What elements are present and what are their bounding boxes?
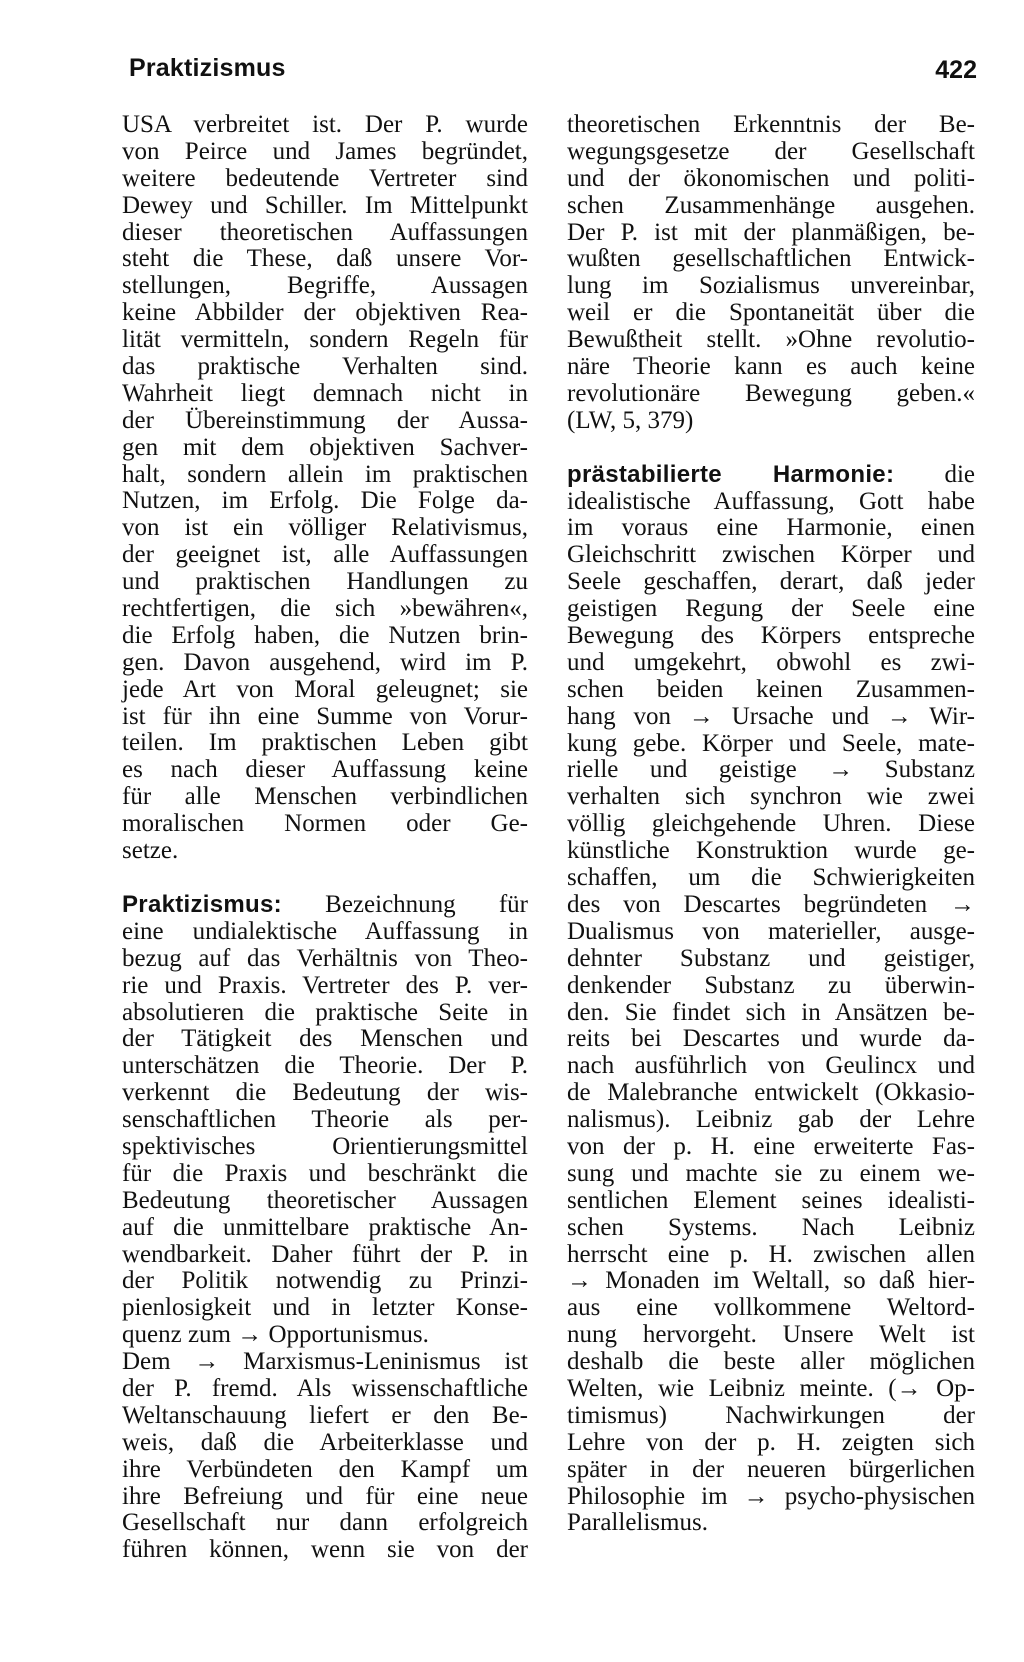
text-line: gen. Davon ausgehend, wird im P. bbox=[122, 648, 528, 676]
text-line: nach ausführlich von Geulincx und bbox=[567, 1052, 975, 1080]
text-line: wegungsgesetze der Gesellschaft bbox=[567, 137, 975, 165]
left-column bbox=[122, 112, 528, 1564]
text-line: Dem → Marxismus-Leninismus ist bbox=[122, 1348, 528, 1376]
text-line: nung hervorgeht. Unsere Welt ist bbox=[567, 1321, 975, 1349]
text-line: teilen. Im praktischen Leben gibt bbox=[122, 729, 528, 757]
paragraph-gap bbox=[567, 435, 975, 462]
entry-headword: Praktizismus: bbox=[122, 890, 282, 918]
text-line: und umgekehrt, obwohl es zwi- bbox=[567, 648, 975, 676]
text-line: Wahrheit liegt demnach nicht in bbox=[122, 379, 528, 407]
text-line: kung gebe. Körper und Seele, mate- bbox=[567, 729, 975, 757]
text-line: gen mit dem objektiven Sachver- bbox=[122, 433, 528, 461]
text-line: setze. bbox=[122, 837, 179, 865]
right-column bbox=[567, 112, 975, 1537]
text-line: lität vermitteln, sondern Regeln für bbox=[122, 326, 528, 354]
text-line: Parallelismus. bbox=[567, 1509, 708, 1537]
text-line: künstliche Konstruktion wurde ge- bbox=[567, 837, 975, 865]
text-line: senschaftlichen Theorie als per- bbox=[122, 1106, 528, 1134]
page-number: 422 bbox=[935, 56, 977, 84]
text-line: sentlichen Element seines idealisti- bbox=[567, 1186, 975, 1214]
text-line: Bedeutung theoretischer Aussagen bbox=[122, 1186, 528, 1214]
text-line: ihre Verbündeten den Kampf um bbox=[122, 1455, 528, 1483]
entry-first-line bbox=[567, 462, 975, 489]
text-line: halt, sondern allein im praktischen bbox=[122, 460, 528, 488]
text-line: im voraus eine Harmonie, einen bbox=[567, 514, 975, 542]
text-line: (LW, 5, 379) bbox=[567, 406, 694, 434]
text-line: revolutionäre Bewegung geben.« bbox=[567, 379, 975, 407]
text-line: keine Abbilder der objektiven Rea- bbox=[122, 299, 528, 327]
text-line: völlig gleichgehende Uhren. Diese bbox=[567, 810, 975, 838]
text-line: näre Theorie kann es auch keine bbox=[567, 353, 975, 381]
text-line: deshalb die beste aller möglichen bbox=[567, 1348, 975, 1376]
text-line: Welten, wie Leibniz meinte. (→ Op- bbox=[567, 1374, 975, 1402]
text-line: Dualismus von materieller, ausge- bbox=[567, 917, 975, 945]
text-line: ihre Befreiung und für eine neue bbox=[122, 1482, 528, 1510]
text-line: de Malebranche entwickelt (Okkasio- bbox=[567, 1079, 975, 1107]
text-line: stellungen, Begriffe, Aussagen bbox=[122, 272, 528, 300]
continuation-paragraph bbox=[567, 112, 975, 435]
text-line: der Übereinstimmung der Aussa- bbox=[122, 406, 528, 434]
text-line: hang von → Ursache und → Wir- bbox=[567, 702, 975, 730]
text-line: Bewußtheit stellt. »Ohne revolutio- bbox=[567, 326, 975, 354]
text-line: weis, daß die Arbeiterklasse und bbox=[122, 1428, 528, 1456]
text-line: Gleichschritt zwischen Körper und bbox=[567, 541, 975, 569]
text-line: der P. fremd. Als wissenschaftliche bbox=[122, 1374, 528, 1402]
text-line: nalismus). Leibniz gab der Lehre bbox=[567, 1106, 975, 1134]
text-line: sung und machte sie zu einem we- bbox=[567, 1159, 975, 1187]
text-line: der Tätigkeit des Menschen und bbox=[122, 1025, 528, 1053]
text-line: USA verbreitet ist. Der P. wurde bbox=[122, 111, 528, 138]
text-line: idealistische Auffassung, Gott habe bbox=[567, 487, 975, 515]
text-line: auf die unmittelbare praktische An- bbox=[122, 1213, 528, 1241]
text-line: rechtfertigen, die sich »bewähren«, bbox=[122, 595, 528, 623]
text-line: für die Praxis und beschränkt die bbox=[122, 1159, 528, 1187]
text-line: schen beiden keinen Zusammen- bbox=[567, 675, 975, 703]
text-line: bezug auf das Verhältnis von Theo- bbox=[122, 944, 528, 972]
text-line: quenz zum → Opportunismus. bbox=[122, 1321, 429, 1349]
entry-praktizismus bbox=[122, 892, 528, 1564]
text-line: von ist ein völliger Relativismus, bbox=[122, 514, 528, 542]
text-line: reits bei Descartes und wurde da- bbox=[567, 1025, 975, 1053]
text-line: steht die These, daß unsere Vor- bbox=[122, 245, 528, 273]
text-line: weitere bedeutende Vertreter sind bbox=[122, 164, 528, 192]
text-line: Bewegung des Körpers entspreche bbox=[567, 622, 975, 650]
continuation-paragraph bbox=[122, 112, 528, 865]
entry-headword: prästabilierte Harmonie: bbox=[567, 460, 895, 488]
text-line: jede Art von Moral geleugnet; sie bbox=[122, 675, 528, 703]
text-line: der geeignet ist, alle Auffassungen bbox=[122, 541, 528, 569]
text-line: Gesellschaft nur dann erfolgreich bbox=[122, 1509, 528, 1537]
entry-praestabilierte-harmonie bbox=[567, 462, 975, 1538]
text-line: absolutieren die praktische Seite in bbox=[122, 998, 528, 1026]
text-line: rie und Praxis. Vertreter des P. ver- bbox=[122, 971, 528, 999]
text-line: Lehre von der p. H. zeigten sich bbox=[567, 1428, 975, 1456]
text-line: unterschätzen die Theorie. Der P. bbox=[122, 1052, 528, 1080]
text-line: moralischen Normen oder Ge- bbox=[122, 810, 528, 838]
text-line: die Erfolg haben, die Nutzen brin- bbox=[122, 621, 528, 649]
text-line: Der P. ist mit der planmäßigen, be- bbox=[567, 218, 975, 246]
text-line: denkender Substanz zu überwin- bbox=[567, 971, 975, 999]
text-line: des von Descartes begründeten → bbox=[567, 890, 975, 918]
text-line: verhalten sich synchron wie zwei bbox=[567, 783, 975, 811]
text-line: und praktischen Handlungen zu bbox=[122, 568, 528, 596]
text-line: und der ökonomischen und politi- bbox=[567, 164, 975, 192]
text-line: aus eine vollkommene Weltord- bbox=[567, 1294, 975, 1322]
text-line: pienlosigkeit und in letzter Konse- bbox=[122, 1294, 528, 1322]
text-line: Seele geschaffen, derart, daß jeder bbox=[567, 568, 975, 596]
text-line: theoretischen Erkenntnis der Be- bbox=[567, 111, 975, 138]
text-line: verkennt die Bedeutung der wis- bbox=[122, 1079, 528, 1107]
text-line: dehnter Substanz und geistiger, bbox=[567, 944, 975, 972]
text-line: wußten gesellschaftlichen Entwick- bbox=[567, 245, 975, 273]
entry-first-line-text: die bbox=[894, 460, 975, 488]
text-line: Philosophie im → psycho-physischen bbox=[567, 1482, 975, 1510]
entry-first-line bbox=[122, 892, 528, 919]
text-line: wendbarkeit. Daher führt der P. in bbox=[122, 1240, 528, 1268]
entry-first-line-text: Bezeichnung für bbox=[281, 890, 528, 918]
text-line: den. Sie findet sich in Ansätzen be- bbox=[567, 998, 975, 1026]
text-line: schen Zusammenhänge ausgehen. bbox=[567, 191, 975, 219]
text-line: später in der neueren bürgerlichen bbox=[567, 1455, 975, 1483]
text-line: das praktische Verhalten sind. bbox=[122, 353, 528, 381]
text-line: → Monaden im Weltall, so daß hier- bbox=[567, 1267, 975, 1295]
text-line: lung im Sozialismus unvereinbar, bbox=[567, 272, 975, 300]
text-line: timismus) Nachwirkungen der bbox=[567, 1401, 975, 1429]
running-head: Praktizismus bbox=[129, 54, 286, 82]
text-line: ist für ihn eine Summe von Vorur- bbox=[122, 702, 528, 730]
text-line: von der p. H. eine erweiterte Fas- bbox=[567, 1132, 975, 1160]
text-line: es nach dieser Auffassung keine bbox=[122, 756, 528, 784]
text-line: spektivisches Orientierungsmittel bbox=[122, 1132, 528, 1160]
text-line: herrscht eine p. H. zwischen allen bbox=[567, 1240, 975, 1268]
text-line: Nutzen, im Erfolg. Die Folge da- bbox=[122, 487, 528, 515]
text-line: Weltanschauung liefert er den Be- bbox=[122, 1401, 528, 1429]
text-line: schaffen, um die Schwierigkeiten bbox=[567, 864, 975, 892]
text-line: für alle Menschen verbindlichen bbox=[122, 783, 528, 811]
text-line: weil er die Spontaneität über die bbox=[567, 299, 975, 327]
text-line: der Politik notwendig zu Prinzi- bbox=[122, 1267, 528, 1295]
paragraph-gap bbox=[122, 865, 528, 892]
text-line: dieser theoretischen Auffassungen bbox=[122, 218, 528, 246]
text-line: schen Systems. Nach Leibniz bbox=[567, 1213, 975, 1241]
text-line: von Peirce und James begründet, bbox=[122, 137, 528, 165]
text-line: Dewey und Schiller. Im Mittelpunkt bbox=[122, 191, 528, 219]
text-line: eine undialektische Auffassung in bbox=[122, 917, 528, 945]
text-line: rielle und geistige → Substanz bbox=[567, 756, 975, 784]
text-line: geistigen Regung der Seele eine bbox=[567, 595, 975, 623]
text-line: führen können, wenn sie von der bbox=[122, 1536, 528, 1564]
